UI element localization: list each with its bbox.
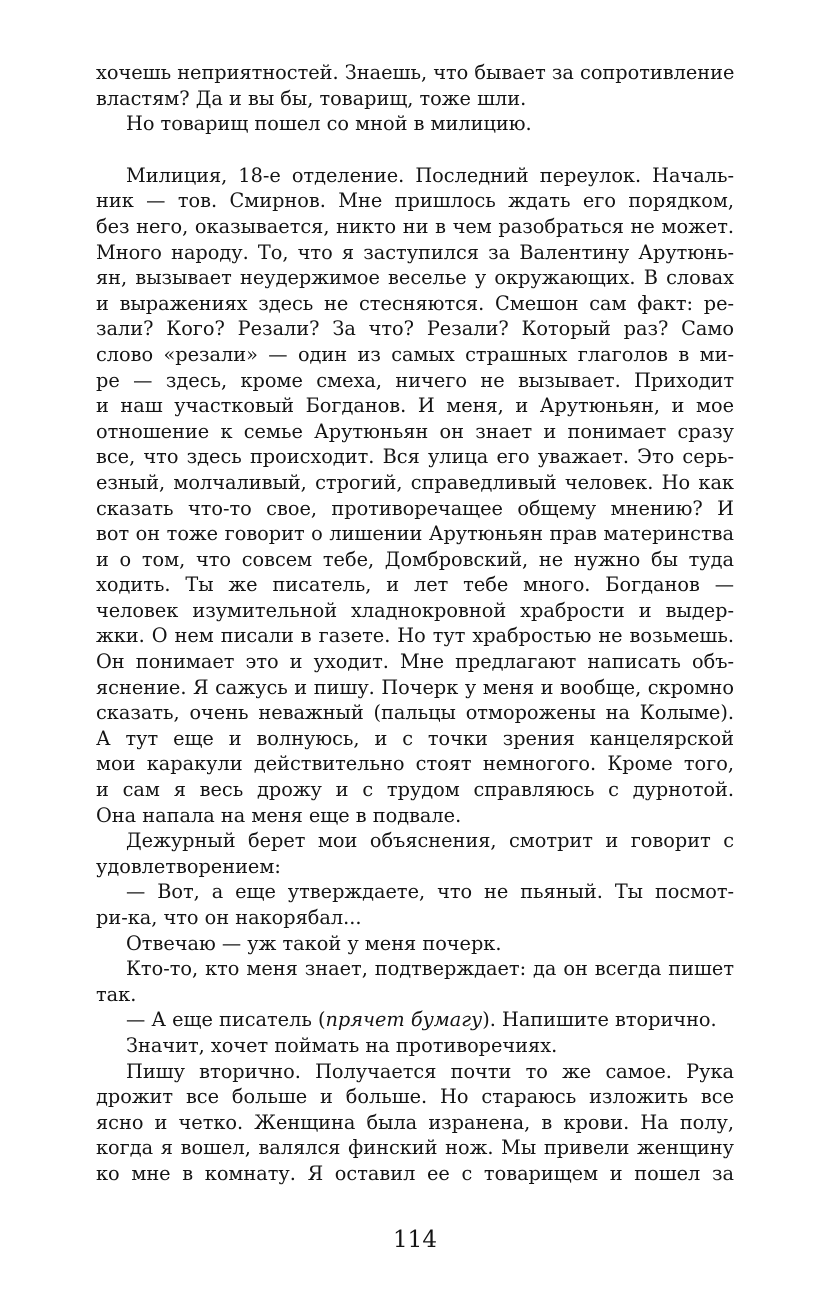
paragraph [96,163,734,828]
text-line: А тут еще и волнуюсь, и с точки зрения канцелярской [96,726,734,750]
text-line: все, что здесь происходит. Вся улица его уважает. Это серь- [96,445,734,469]
text-line: мои каракули действительно стоят немногого. Кроме того, [96,752,734,776]
text-line: дрожит все больше и больше. Но стараюсь изложить все [96,1085,734,1109]
text-line: так. [96,982,137,1006]
text-line [96,1007,734,1033]
text-run: ). Напишите вторично. [482,1008,717,1032]
text-line: ник — тов. Смирнов. Мне пришлось ждать его порядком, [96,189,734,213]
text-line: отношение к семье Арутюньян он знает и понимает сразу [96,419,734,443]
text-line: Пишу вторично. Получается почти то же самое. Рука [126,1059,734,1083]
paragraph [96,60,734,111]
text-line: Значит, хочет поймать на противоречиях. [126,1033,558,1057]
text-line: удовлетворением: [96,854,281,878]
text-line: Кто-то, кто меня знает, подтверждает: да он всегда пишет [126,957,734,981]
paragraph [96,1033,734,1059]
text-line: когда я вошел, валялся финский нож. Мы привели женщину [96,1136,734,1160]
paragraph [96,828,734,879]
paragraph [96,931,734,957]
text-line: Милиция, 18-е отделение. Последний переулок. Началь- [126,163,734,187]
text-line: властям? Да и вы бы, товарищ, тоже шли. [96,86,527,110]
text-line: без него, оказывается, никто ни в чем разобраться не может. [96,214,734,238]
page-body [96,60,734,1187]
text-line: ри-ка, что он накорябал... [96,906,362,929]
paragraph [96,111,734,137]
text-line: езный, молчаливый, строгий, справедливый человек. Но как [96,470,734,494]
text-line: — Вот, а еще утверждаете, что не пьяный. Ты посмот- [126,880,734,904]
paragraph [96,1059,734,1187]
stage-direction: прячет бумагу [325,1008,483,1032]
text-line: и выражениях здесь не стесняются. Смешон сам факт: ре- [96,291,734,315]
text-line: Дежурный берет мои объяснения, смотрит и говорит с [126,829,734,853]
text-line: слово «резали» — один из самых страшных глаголов в ми- [96,342,734,366]
text-line: ян, вызывает неудержимое веселье у окружающих. В словах [96,266,734,290]
text-line: Она напала на меня еще в подвале. [96,803,462,827]
text-line: сказать, очень неважный (пальцы отморожены на Колыме). [96,701,734,725]
paragraph [96,1007,734,1033]
text-line: ходить. Ты же писатель, и лет тебе много. Богданов — [96,573,734,597]
paragraph [96,956,734,1007]
text-line: ко мне в комнату. Я оставил ее с товарищем и пошел за [96,1161,734,1185]
text-line: Но товарищ пошел со мной в милицию. [126,112,532,136]
text-line: жки. О нем писали в газете. Но тут храбростью не возьмешь. [96,624,734,648]
text-line: ясно и четко. Женщина была изранена, в крови. На полу, [96,1110,734,1134]
text-line: зали? Кого? Резали? За что? Резали? Который раз? Само [96,317,734,341]
text-line: Он понимает это и уходит. Мне предлагают написать объ- [96,650,734,674]
text-line: хочешь неприятностей. Знаешь, что бывает за сопротивление [96,61,735,84]
text-line: ре — здесь, кроме смеха, ничего не вызывает. Приходит [96,368,734,392]
text-line: и наш участковый Богданов. И меня, и Арутюньян, и мое [96,394,734,418]
text-line: и сам я весь дрожу и с трудом справляюсь с дурнотой. [96,778,734,802]
text-line: Отвечаю — уж такой у меня почерк. [126,931,502,955]
text-line: вот он тоже говорит о лишении Арутюньян прав материнства [96,522,734,546]
paragraph [96,879,734,930]
text-line: человек изумительной хладнокровной храбрости и выдер- [96,598,734,622]
text-line: и о том, что совсем тебе, Домбровский, не нужно бы туда [96,547,734,571]
text-run: — А еще писатель ( [126,1008,326,1032]
text-line: яснение. Я сажусь и пишу. Почерк у меня и вообще, скромно [96,675,734,699]
text-line: Много народу. То, что я заступился за Валентину Арутюнь- [96,240,734,264]
page-number: 114 [393,1227,437,1253]
text-line: сказать что-то свое, противоречащее общему мнению? И [96,496,734,520]
